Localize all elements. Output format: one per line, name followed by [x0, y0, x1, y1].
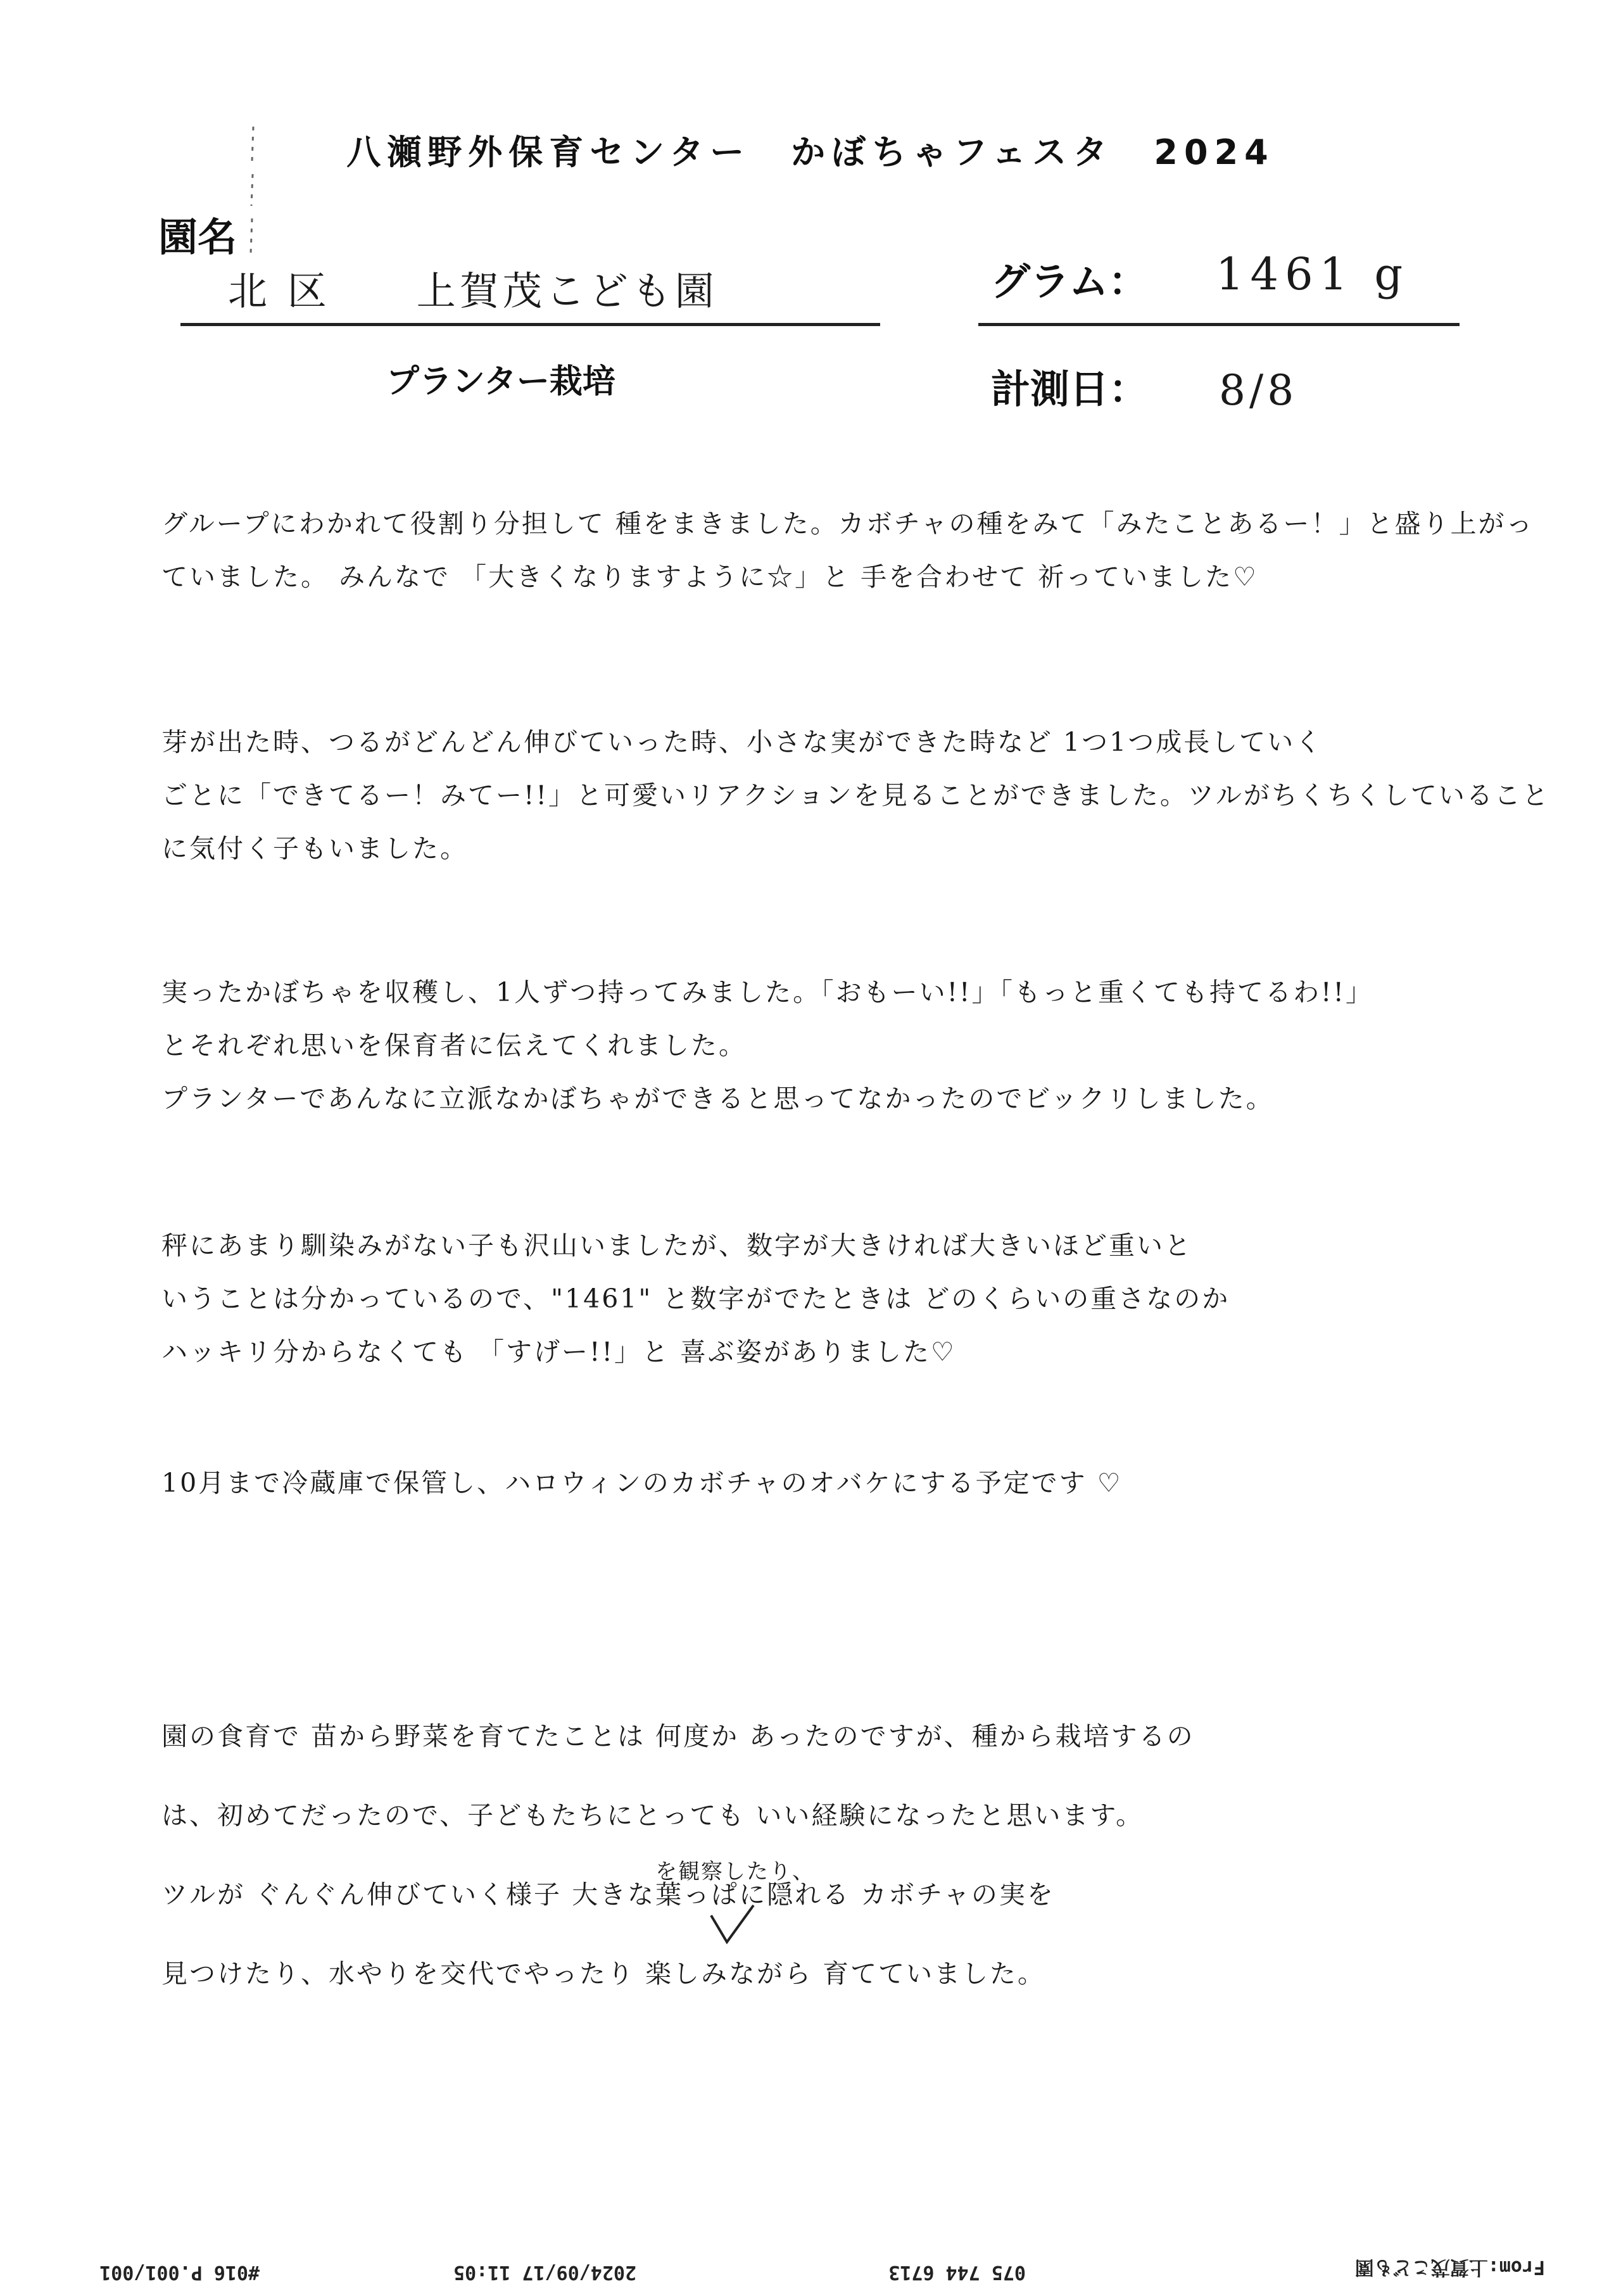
paragraph-harvest [161, 966, 1523, 1125]
text-line: いうことは分かっているので、"1461" と数字がでたときは どのくらいの重さなのか [161, 1284, 1230, 1314]
kindergarten-name-label: 園名 [158, 214, 237, 260]
text-line: 芽が出た時、つるがどんどん伸びていった時、小さな実ができた時など 1つ1つ成長していく [161, 727, 1323, 757]
text-line: グループにわかれて役割り分担して 種をまきました。カボチャの種をみて「みたことあるー！」と盛り上がっ [161, 508, 1534, 539]
text-line: 実ったかぼちゃを収穫し、1人ずつ持ってみました。「おもーい!!」「もっと重くても持てるわ!!」 [161, 977, 1373, 1007]
insertion-note: を観察したり、 [655, 1859, 815, 1884]
gram-value: 1461 g [1216, 248, 1410, 300]
text-line: ツルが ぐんぐん伸びていく様子 大きな葉っぱに隠れる カボチャの実を [161, 1879, 1055, 1910]
text-line: 10月まで冷蔵庫で保管し、ハロウィンのカボチャのオバケにする予定です ♡ [161, 1468, 1123, 1498]
paragraph-plan [161, 1456, 1523, 1510]
paragraph-reflection [161, 1697, 1523, 2014]
text-line: は、初めてだったので、子どもたちにとっても いい経験になったと思います。 [161, 1800, 1144, 1831]
gram-underline [978, 323, 1460, 326]
date-value: 8/8 [1219, 366, 1298, 415]
text-line: 園の食育で 苗から野菜を育てたことは 何度か あったのですが、種から栽培するの [161, 1721, 1195, 1751]
cultivation-method: プランター栽培 [386, 363, 615, 401]
document-title: 八瀬野外保育センター かぼちゃフェスタ 2024 [346, 132, 1275, 172]
date-label: 計測日： [991, 366, 1149, 412]
text-line: 見つけたり、水やりを交代でやったり 楽しみながら 育てていました。 [161, 1959, 1046, 1989]
text-line: プランターであんなに立派なかぼちゃができると思ってなかったのでビックリしました。 [161, 1083, 1274, 1114]
text-line: とそれぞれ思いを保育者に伝えてくれました。 [161, 1030, 747, 1061]
text-line: 秤にあまり馴染みがない子も沢山いましたが、数字が大きければ大きいほど重いと [161, 1230, 1192, 1261]
text-line: ハッキリ分からなくても 「すげー!!」と 喜ぶ姿がありました♡ [161, 1337, 956, 1367]
paragraph-growth [161, 716, 1550, 875]
paragraph-weighing [161, 1219, 1523, 1378]
gram-label: グラム： [991, 258, 1148, 305]
fax-footer [0, 2258, 1621, 2283]
fax-page: #016 P.001/001 [99, 2261, 260, 2283]
paragraph-sowing [161, 497, 1534, 603]
fax-sender: From:上賀茂こども園 [1354, 2256, 1545, 2278]
insertion-caret [708, 1903, 759, 1947]
fax-datetime: 2024/09/17 11:05 [453, 2261, 636, 2283]
name-underline [180, 323, 880, 326]
text-line: ごとに「できてるー！みてー!!」と可愛いリアクションを見ることができました。ツルがちくちくしていること [161, 780, 1550, 811]
fax-phone: 075 744 6713 [888, 2261, 1026, 2283]
kindergarten-name-value: 北 区 上賀茂こども園 [228, 268, 718, 314]
text-line: ていました。 みんなで 「大きくなりますように☆」と 手を合わせて 祈っていました♡ [161, 562, 1258, 592]
text-line: に気付く子もいました。 [161, 833, 468, 864]
